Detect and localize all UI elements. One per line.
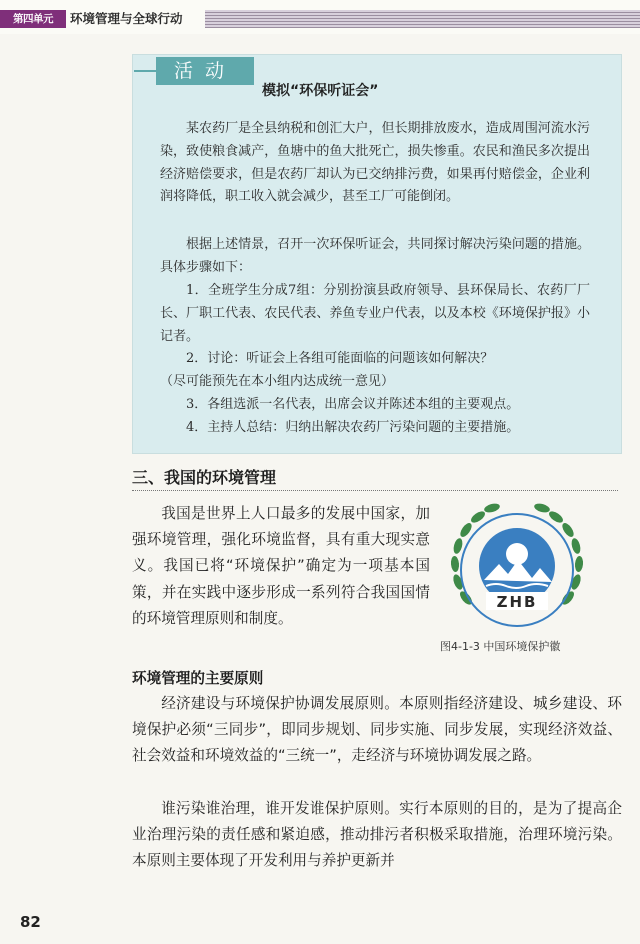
section-intro: 我国是世界上人口最多的发展中国家，加强环境管理，强化环境监督，具有重大现实意义。我国已将“环境保护”确定为一项基本国策，并在实践中逐步形成一系列符合我国国情的环境管理原则和制度。 (132, 505, 430, 627)
activity-paragraph: 根据上述情景，召开一次环保听证会，共同探讨解决污染问题的措施。具体步骤如下： (160, 237, 590, 275)
activity-step: 1．全班学生分成7组：分别扮演县政府领导、县环保局长、农药厂厂长、厂职工代表、农民代表、养鱼专业户代表，以及本校《环境保护报》小记者。 (160, 283, 590, 344)
header-stripe-decoration (205, 10, 640, 28)
environmental-protection-emblem (444, 498, 590, 634)
activity-title: 模拟“环保听证会” (262, 83, 379, 99)
unit-tag: 第四单元 (0, 10, 66, 28)
chapter-title: 环境管理与全球行动 (70, 11, 183, 26)
activity-step: 2．讨论：听证会上各组可能面临的问题该如何解决？ (186, 351, 494, 366)
body-paragraph: 经济建设与环境保护协调发展原则。本原则指经济建设、城乡建设、环境保护必须“三同步”，即同步规划、同步实施、同步发展，实现经济效益、社会效益和环境效益的“三统一”，走经济与环境协调发展之路。 (132, 695, 622, 765)
activity-step: 4．主持人总结：归纳出解决农药厂污染问题的主要措施。 (186, 420, 520, 435)
section-divider (132, 490, 618, 491)
activity-note: （尽可能预先在本小组内达成统一意见） (160, 374, 395, 389)
body-paragraph: 谁污染谁治理，谁开发谁保护原则。实行本原则的目的，是为了提高企业治理污染的责任感和紧迫感，推动排污者积极采取措施，治理环境污染。本原则主要体现了开发利用与养护更新并 (132, 800, 622, 870)
activity-tab: 活动 (156, 57, 254, 85)
page-number: 82 (20, 913, 41, 931)
activity-step: 3．各组选派一名代表，出席会议并陈述本组的主要观点。 (186, 397, 520, 412)
figure-caption: 图4-1-3 中国环境保护徽 (440, 640, 561, 653)
emblem-letters: ZHB (496, 593, 538, 611)
section-heading: 三、我国的环境管理 (132, 468, 277, 487)
activity-paragraph: 某农药厂是全县纳税和创汇大户，但长期排放废水，造成周围河流水污染，致使粮食减产，鱼塘中的鱼大批死亡，损失惨重。农民和渔民多次提出经济赔偿要求，但是农药厂却认为已交纳排污费，如果再付赔偿金，企业利润将降低，职工收入就会减少，甚至工厂可能倒闭。 (160, 121, 590, 205)
principles-heading: 环境管理的主要原则 (132, 670, 264, 687)
